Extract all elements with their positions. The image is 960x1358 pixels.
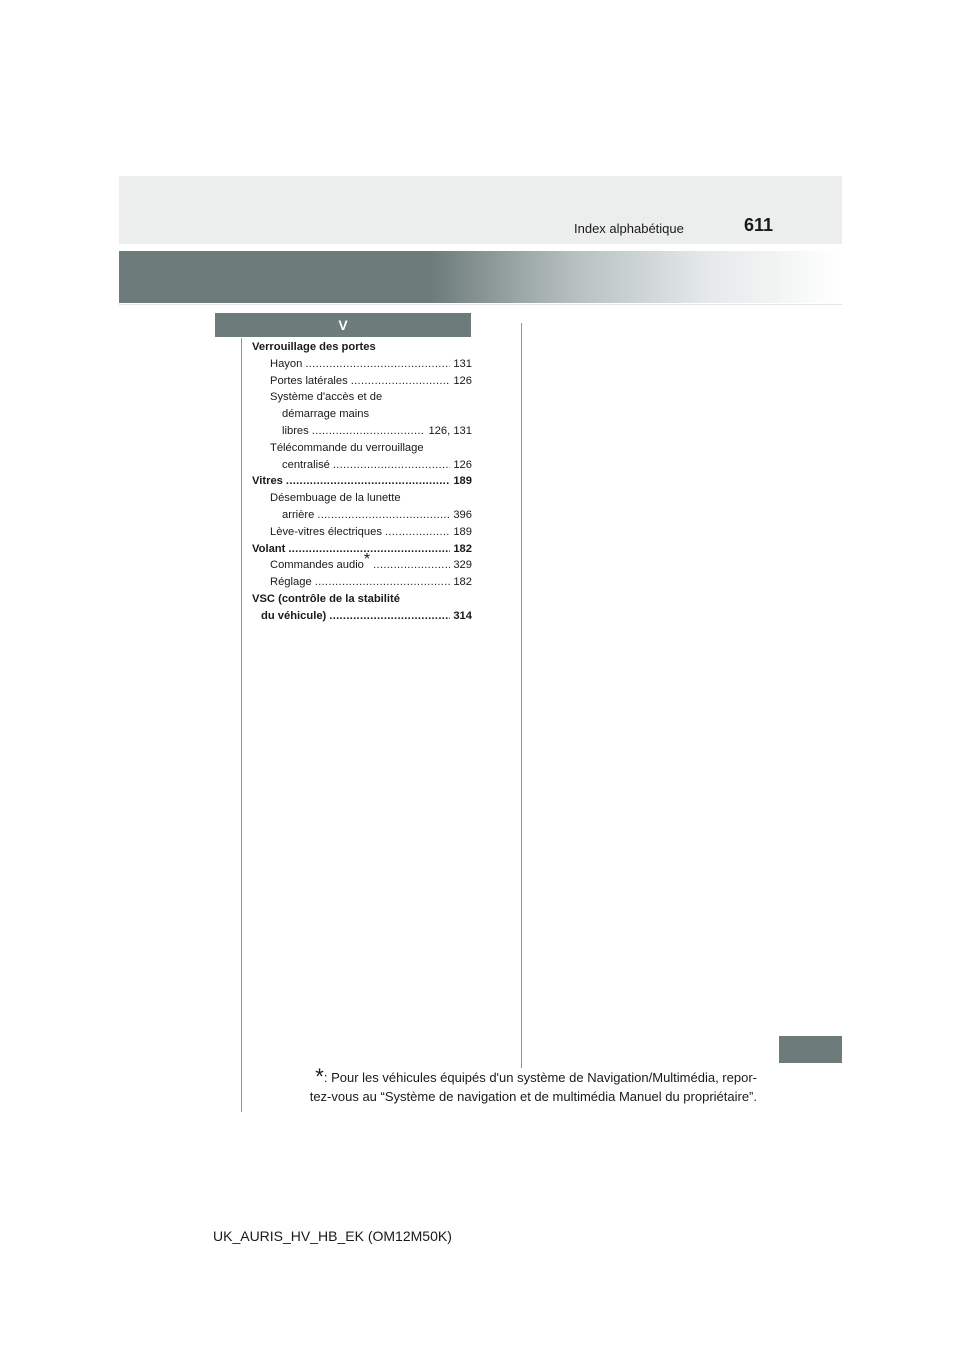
dot-leader — [333, 457, 450, 474]
index-entry-text: Désembuage de la lunette — [270, 492, 401, 505]
chapter-side-tab — [779, 1036, 842, 1063]
header-band — [119, 176, 842, 244]
index-entry — [252, 490, 472, 507]
column-divider — [521, 323, 522, 1068]
dot-leader — [312, 423, 426, 440]
index-entry — [252, 608, 472, 625]
index-entry — [252, 423, 472, 440]
dot-leader — [286, 473, 450, 490]
index-entry-page: 314 — [453, 609, 472, 622]
dot-leader — [305, 356, 450, 373]
document-id: UK_AURIS_HV_HB_EK (OM12M50K) — [213, 1228, 452, 1244]
index-entry-text: Verrouillage des portes — [252, 341, 376, 353]
index-entry-text: Télécommande du verrouillage — [270, 441, 424, 454]
index-entry-text: Hayon — [270, 357, 303, 370]
index-entry-text: Système d'accès et de — [270, 391, 383, 404]
header-gradient-bar — [119, 251, 842, 303]
index-entry — [252, 574, 472, 591]
index-entry-page: 131 — [453, 357, 472, 370]
footnote — [274, 1064, 757, 1106]
index-entry — [252, 457, 472, 474]
index-entry — [252, 339, 472, 356]
section-title: Index alphabétique — [574, 221, 684, 236]
index-entry — [252, 524, 472, 541]
index-entry-page: 396 — [453, 508, 472, 521]
footnote-text-line-2: tez-vous au “Système de navigation et de multimédia Manuel du propriétaire”. — [309, 1089, 757, 1104]
dot-leader — [329, 608, 450, 625]
index-entry-page: 126 — [453, 374, 472, 387]
index-entry-page: 126 — [453, 458, 472, 471]
dot-leader — [317, 507, 450, 524]
index-entry-text: libres — [282, 424, 309, 437]
index-letter-header — [215, 313, 471, 337]
index-list — [252, 339, 472, 625]
index-entry-text: Commandes audio — [270, 559, 364, 572]
index-entry — [252, 541, 472, 558]
index-entry — [252, 591, 472, 608]
index-entry-text: démarrage mains — [282, 408, 370, 421]
index-entry — [252, 389, 472, 406]
index-entry-text: Portes latérales — [270, 374, 348, 387]
index-entry-page: 182 — [453, 576, 472, 589]
index-entry-text: Vitres — [252, 475, 283, 488]
footnote-text-line-1: : Pour les véhicules équipés d'un système de Navigation/Multimédia, repor- — [323, 1070, 757, 1085]
footnote-star: * — [315, 1064, 324, 1089]
index-entry-page: 126, 131 — [428, 424, 472, 437]
index-entry-page: 329 — [453, 559, 472, 572]
index-entry-text: du véhicule) — [261, 609, 327, 622]
index-entry — [252, 356, 472, 373]
header-divider — [119, 304, 842, 305]
index-entry — [252, 440, 472, 457]
index-entry-text: centralisé — [282, 458, 330, 471]
index-letter: V — [338, 317, 348, 333]
index-entry — [252, 406, 472, 423]
index-entry — [252, 551, 472, 574]
index-entry-page: 189 — [453, 525, 472, 538]
footnote-line-1 — [274, 1064, 757, 1089]
dot-leader — [315, 574, 451, 591]
dot-leader — [385, 524, 450, 541]
index-entry-text: VSC (contrôle de la stabilité — [252, 592, 400, 605]
index-entry-text: arrière — [282, 508, 315, 521]
index-entry-page: 182 — [453, 542, 472, 555]
footnote-marker: * — [363, 551, 371, 569]
left-column-rule — [241, 338, 242, 1112]
index-entry — [252, 373, 472, 390]
dot-leader — [373, 557, 450, 574]
index-entry-text: Volant — [252, 542, 286, 555]
index-entry — [252, 507, 472, 524]
dot-leader — [351, 373, 451, 390]
index-entry — [252, 473, 472, 490]
index-entry-page: 189 — [453, 475, 472, 488]
index-entry-text: Réglage — [270, 576, 312, 589]
page-number: 611 — [744, 215, 774, 235]
index-entry-text: Lève-vitres électriques — [270, 525, 382, 538]
